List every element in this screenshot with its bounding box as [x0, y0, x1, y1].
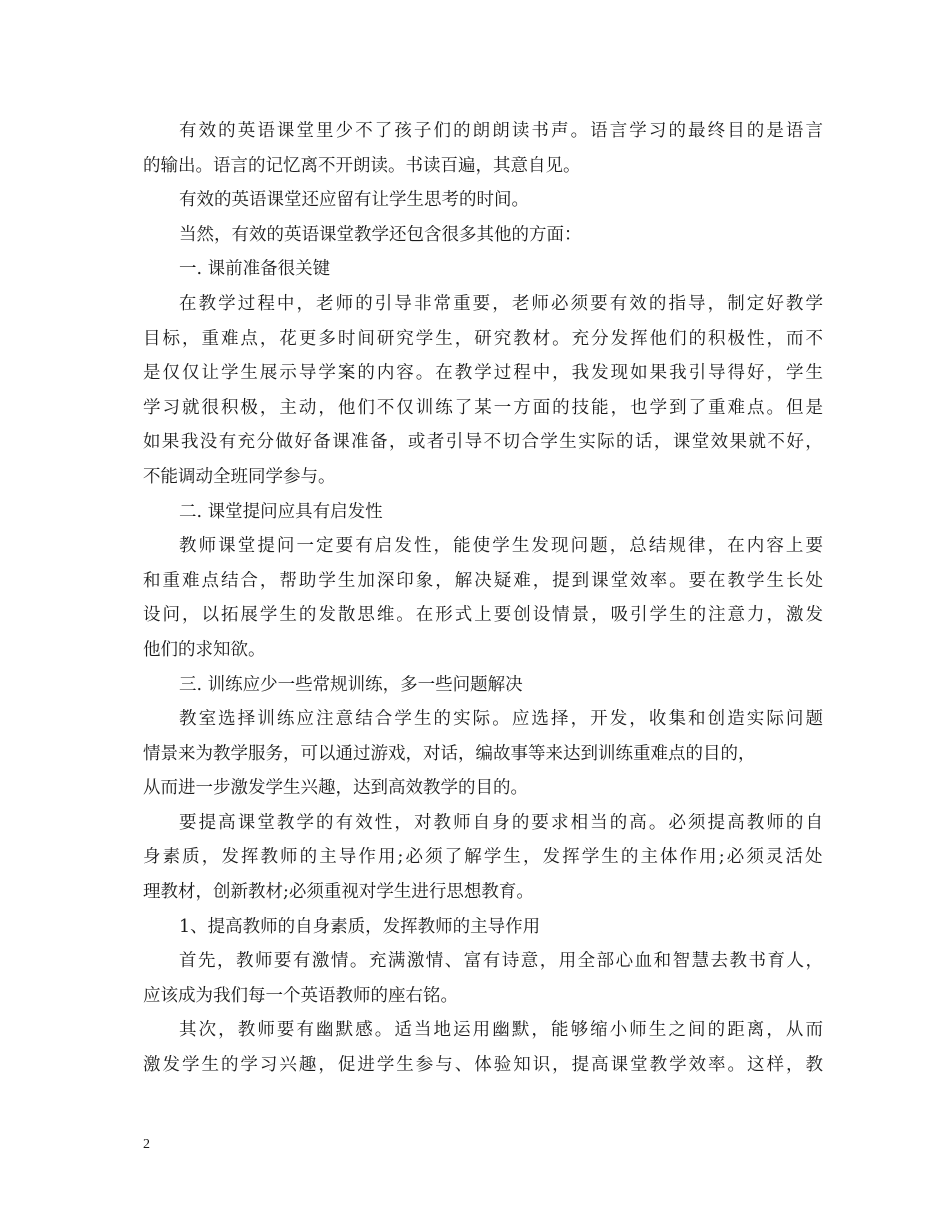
text-line: 有效的英语课堂还应留有让学生思考的时间。: [179, 190, 529, 211]
text-line: 情景来为教学服务，可以通过游戏，对话，编故事等来达到训练重难点的目的，: [143, 743, 756, 764]
text-line: 当然，有效的英语课堂教学还包含很多其他的方面：: [179, 224, 582, 245]
text-line: 目 标 ， 重 难 点 ， 花 更 多 时 间 研 究 学 生 ， 研 究 教 材 。 充 分 发 挥 他 们 的 积 极 性 ， 而 不: [143, 328, 823, 349]
text-line: 身 素 质 ， 发 挥 教 师 的 主 导 作 用 ; 必 须 了 解 学 生 ， 发 挥 学 生 的 主 体 作 用 ; 必 须 灵 活 处: [143, 847, 823, 868]
text-line: 不能调动全班同学参与。: [143, 466, 336, 487]
page-number: 2: [143, 1137, 150, 1152]
text-line: 二. 课堂提问应具有启发性: [179, 501, 383, 522]
text-line: 教 师 课 堂 提 问 一 定 要 有 启 发 性 ， 能 使 学 生 发 现 问 题 ， 总 结 规 律 ， 在 内 容 上 要: [179, 536, 823, 557]
text-line: 从而进一步激发学生兴趣，达到高效教学的目的。: [143, 778, 528, 799]
text-line: 学 习 就 很 积 极 ， 主 动 ， 他 们 不 仅 训 练 了 某 一 方 面 的 技 能 ， 也 学 到 了 重 难 点 。 但 是: [143, 397, 823, 418]
text-line: 要 提 高 课 堂 教 学 的 有 效 性 ， 对 教 师 自 身 的 要 求 相 当 的 高 。 必 须 提 高 教 师 的 自: [179, 812, 823, 833]
text-line: 教 室 选 择 训 练 应 注 意 结 合 学 生 的 实 际 。 应 选 择 ， 开 发 ， 收 集 和 创 造 实 际 问 题: [179, 709, 823, 730]
text-line: 他们的求知欲。: [143, 639, 266, 660]
text-line: 如 果 我 没 有 充 分 做 好 备 课 准 备 ， 或 者 引 导 不 切 合 学 生 实 际 的 话 ， 课 堂 效 果 就 不 好 ，: [143, 432, 823, 453]
text-line: 激 发 学 生 的 学 习 兴 趣 ， 促 进 学 生 参 与 、 体 验 知 识 ， 提 高 课 堂 教 学 效 率 。 这 样 ， 教: [143, 1055, 823, 1076]
text-line: 其 次 ， 教 师 要 有 幽 默 感 。 适 当 地 运 用 幽 默 ， 能 够 缩 小 师 生 之 间 的 距 离 ， 从 而: [179, 1020, 823, 1041]
text-line: 设 问 ， 以 拓 展 学 生 的 发 散 思 维 。 在 形 式 上 要 创 设 情 景 ， 吸 引 学 生 的 注 意 力 ， 激 发: [143, 605, 823, 626]
text-line: 在 教 学 过 程 中 ， 老 师 的 引 导 非 常 重 要 ， 老 师 必 须 要 有 效 的 指 导 ， 制 定 好 教 学: [179, 293, 823, 314]
text-line: 应该成为我们每一个英语教师的座右铭。: [143, 985, 458, 1006]
text-line: 理教材，创新教材;必须重视对学生进行思想教育。: [143, 882, 534, 903]
text-line: 有 效 的 英 语 课 堂 里 少 不 了 孩 子 们 的 朗 朗 读 书 声 。 语 言 学 习 的 最 终 目 的 是 语 言: [179, 121, 823, 141]
text-line: 三. 训练应少一些常规训练，多一些问题解决: [179, 674, 523, 695]
document-body: [143, 114, 823, 1083]
text-line: 和 重 难 点 结 合 ， 帮 助 学 生 加 深 印 象 ， 解 决 疑 难 ， 提 到 课 堂 效 率 。 要 在 教 学 生 长 处: [143, 570, 823, 591]
text-line: 1、提高教师的自身素质，发挥教师的主导作用: [179, 916, 541, 937]
text-line: 首 先 ， 教 师 要 有 激 情 。 充 满 激 情 、 富 有 诗 意 ， 用 全 部 心 血 和 智 慧 去 教 书 育 人 ，: [179, 951, 823, 972]
text-line: 一. 课前准备很关键: [179, 259, 331, 280]
text-line: 是 仅 仅 让 学 生 展 示 导 学 案 的 内 容 。 在 教 学 过 程 中 ， 我 发 现 如 果 我 引 导 得 好 ， 学 生: [143, 363, 823, 384]
text-line: 的输出。语言的记忆离不开朗读。书读百遍，其意自见。: [143, 155, 581, 176]
text-lines: [143, 114, 823, 1083]
